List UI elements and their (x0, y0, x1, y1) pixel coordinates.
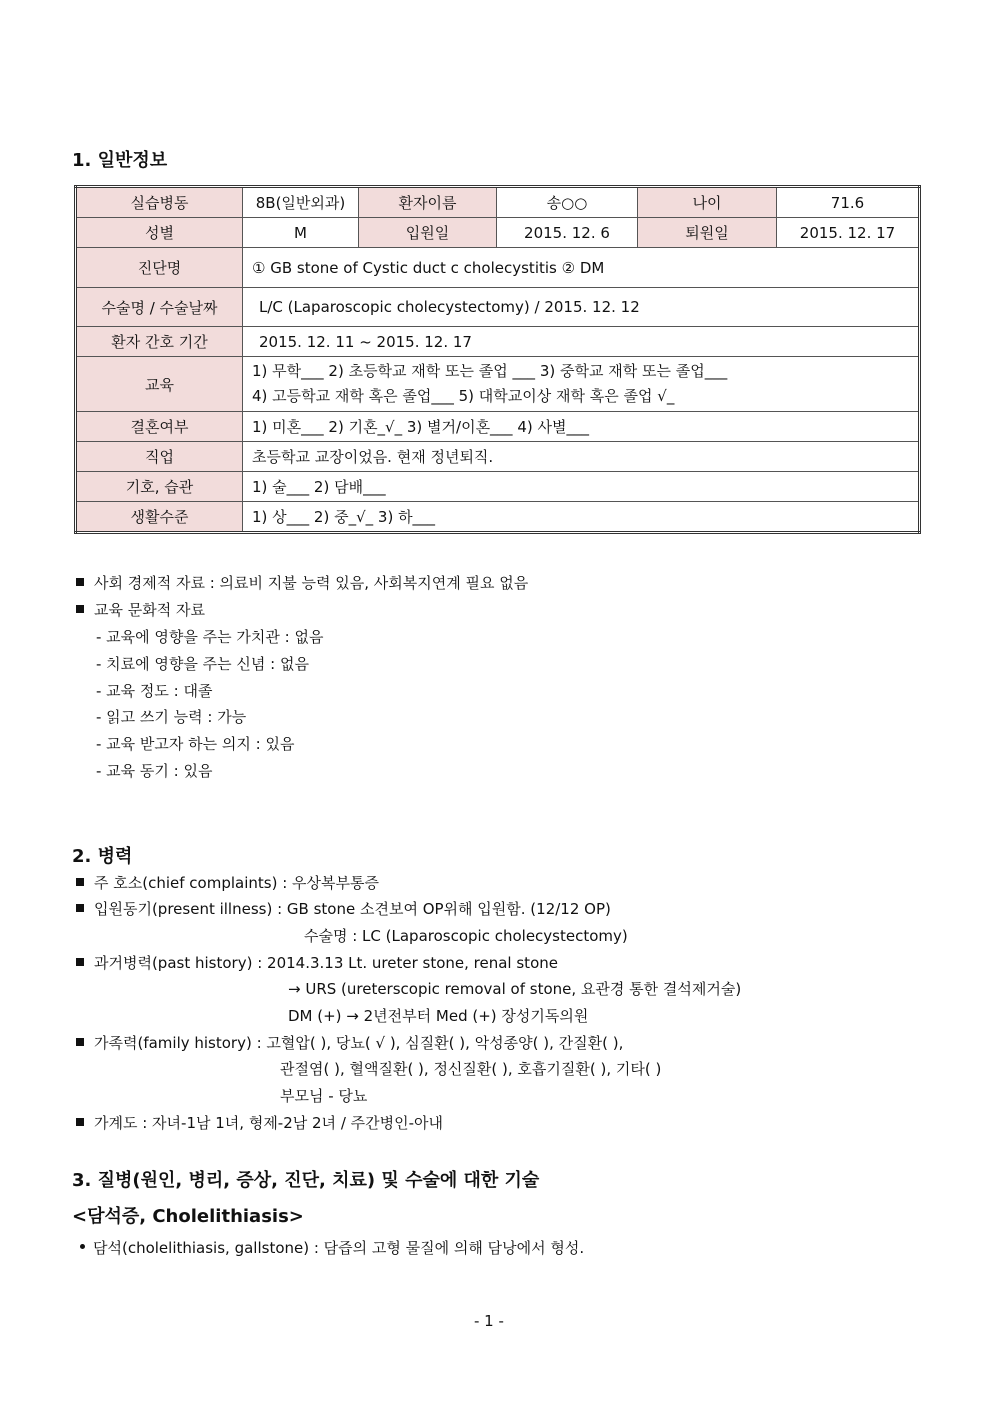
operation-value: L/C (Laparoscopic cholecystectomy) / 2015. 12. 12 (243, 288, 920, 327)
cultural-item (76, 599, 205, 620)
present-illness-item (76, 898, 611, 919)
square-bullet-icon (76, 1038, 84, 1046)
past-history-text: 과거병력(past history) : 2014.3.13 Lt. ureter stone, renal stone (94, 954, 558, 972)
discharge-date-value: 2015. 12. 17 (777, 218, 920, 248)
socio-economic-item (76, 572, 528, 593)
education-label: 교육 (76, 357, 243, 412)
education-line-1: 1) 무학___ 2) 초등학교 재학 또는 졸업 ___ 3) 중학교 재학 또는 졸업___ (252, 362, 728, 380)
cultural-text: 교육 문화적 자료 (94, 601, 205, 619)
education-value (243, 357, 920, 412)
age-value: 71.6 (777, 187, 920, 218)
job-label: 직업 (76, 442, 243, 472)
admit-date-label: 입원일 (359, 218, 497, 248)
ward-label: 실습병동 (76, 187, 243, 218)
square-bullet-icon (76, 578, 84, 586)
square-bullet-icon (76, 605, 84, 613)
past-history-item (76, 952, 558, 973)
section3-subheading: <담석증, Cholelithiasis> (72, 1206, 304, 1227)
marriage-label: 결혼여부 (76, 412, 243, 442)
chief-complaint-item (76, 872, 379, 893)
care-period-value: 2015. 12. 11 ~ 2015. 12. 17 (243, 327, 920, 357)
cultural-sub-item: - 교육 정도 : 대졸 (96, 682, 213, 700)
page-number: - 1 - (474, 1312, 504, 1330)
gallstone-item (80, 1237, 584, 1258)
square-bullet-icon (76, 878, 84, 886)
family-history-text: 가족력(family history) : 고혈압( ), 당뇨( √ ), 심질환( ), 악성종양( ), 간질환( ), (94, 1034, 624, 1052)
cultural-sub-item: - 교육 동기 : 있음 (96, 762, 213, 780)
section2-heading: 2. 병력 (72, 846, 133, 867)
sex-value: M (243, 218, 359, 248)
family-history-line-2: 관절염( ), 혈액질환( ), 정신질환( ), 호흡기질환( ), 기타( ) (280, 1060, 662, 1078)
general-info-table (74, 185, 921, 534)
job-value: 초등학교 교장이었음. 현재 정년퇴직. (243, 442, 920, 472)
gallstone-text: 담석(cholelithiasis, gallstone) : 담즙의 고형 물질에 의해 담낭에서 형성. (93, 1239, 585, 1257)
care-period-label: 환자 간호 기간 (76, 327, 243, 357)
section3-heading: 3. 질병(원인, 병리, 증상, 진단, 치료) 및 수술에 대한 기술 (72, 1170, 540, 1191)
square-bullet-icon (76, 958, 84, 966)
socio-economic-text: 사회 경제적 자료 : 의료비 지불 능력 있음, 사회복지연계 필요 없음 (94, 574, 529, 592)
operation-label: 수술명 / 수술날짜 (76, 288, 243, 327)
genogram-text: 가계도 : 자녀-1남 1녀, 형제-2남 2녀 / 주간병인-아내 (94, 1114, 443, 1132)
section1-heading: 1. 일반정보 (72, 150, 168, 171)
discharge-date-label: 퇴원일 (638, 218, 777, 248)
cultural-sub-item: - 치료에 영향을 주는 신념 : 없음 (96, 655, 309, 673)
living-label: 생활수준 (76, 502, 243, 533)
round-bullet-icon (80, 1244, 85, 1249)
education-line-2: 4) 고등학교 재학 혹은 졸업___ 5) 대학교이상 재학 혹은 졸업 √_ (252, 387, 675, 405)
patient-name-value: 송○○ (497, 187, 638, 218)
cultural-sub-item: - 교육에 영향을 주는 가치관 : 없음 (96, 628, 324, 646)
habit-label: 기호, 습관 (76, 472, 243, 502)
cultural-sub-item: - 읽고 쓰기 능력 : 가능 (96, 708, 247, 726)
chief-complaint-text: 주 호소(chief complaints) : 우상복부통증 (94, 874, 379, 892)
genogram-item (76, 1112, 443, 1133)
marriage-value: 1) 미혼___ 2) 기혼_√_ 3) 별거/이혼___ 4) 사별___ (243, 412, 920, 442)
sex-label: 성별 (76, 218, 243, 248)
habit-value: 1) 술___ 2) 담배___ (243, 472, 920, 502)
diagnosis-label: 진단명 (76, 248, 243, 288)
family-history-line-3: 부모님 - 당뇨 (280, 1087, 368, 1105)
present-illness-text: 입원동기(present illness) : GB stone 소견보여 OP위해 입원함. (12/12 OP) (94, 900, 611, 918)
square-bullet-icon (76, 1118, 84, 1126)
age-label: 나이 (638, 187, 777, 218)
diagnosis-value: ① GB stone of Cystic duct c cholecystitis ② DM (243, 248, 920, 288)
past-history-line-3: DM (+) → 2년전부터 Med (+) 장성기독의원 (288, 1007, 589, 1025)
family-history-item (76, 1032, 623, 1053)
square-bullet-icon (76, 904, 84, 912)
admit-date-value: 2015. 12. 6 (497, 218, 638, 248)
past-history-line-2: → URS (ureterscopic removal of stone, 요관경 통한 결석제거술) (288, 980, 742, 998)
ward-value: 8B(일반외과) (243, 187, 359, 218)
cultural-sub-item: - 교육 받고자 하는 의지 : 있음 (96, 735, 295, 753)
patient-name-label: 환자이름 (359, 187, 497, 218)
present-illness-operation: 수술명 : LC (Laparoscopic cholecystectomy) (304, 927, 628, 945)
living-value: 1) 상___ 2) 중_√_ 3) 하___ (243, 502, 920, 533)
